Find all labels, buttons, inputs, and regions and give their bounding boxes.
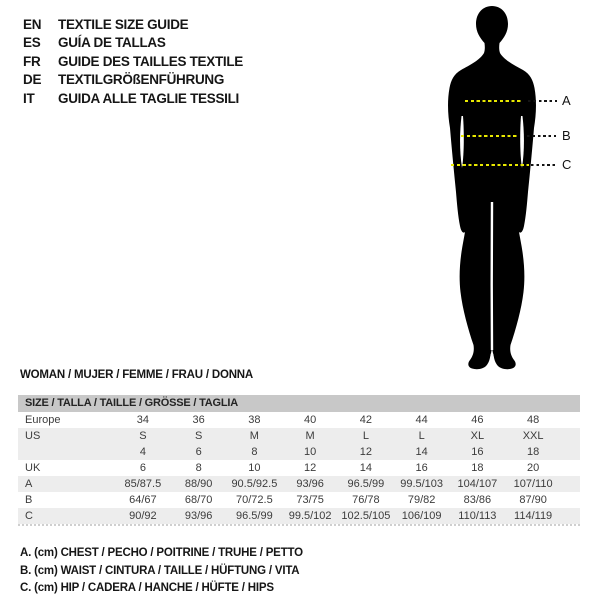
table-cell: 38: [248, 414, 261, 426]
row-label: C: [25, 510, 33, 522]
table-cell: 8: [195, 462, 202, 474]
size-table-header: SIZE / TALLA / TAILLE / GRÖSSE / TAGLIA: [18, 395, 580, 412]
language-row-it: [23, 89, 243, 108]
size-table: [18, 395, 580, 526]
table-cell: 10: [248, 462, 261, 474]
table-cell: 88/90: [184, 478, 213, 490]
table-row-us-numeric: [18, 444, 580, 460]
guide-title-de: TEXTILGRÖßENFÜHRUNG: [58, 72, 225, 88]
woman-silhouette: [440, 4, 544, 372]
guide-title-fr: GUIDE DES TAILLES TEXTILE: [58, 53, 244, 69]
table-cell: 4: [139, 446, 146, 458]
table-cell: 14: [415, 446, 428, 458]
table-cell: 14: [359, 462, 372, 474]
guide-title-en: TEXTILE SIZE GUIDE: [58, 16, 189, 32]
table-cell: S: [139, 430, 147, 442]
table-cell: 40: [304, 414, 317, 426]
language-code: FR: [23, 53, 41, 69]
table-cell: 99.5/103: [400, 478, 444, 490]
legend-hip: C. (cm) HIP / CADERA / HANCHE / HÜFTE / HIPS: [20, 582, 274, 594]
table-cell: 102.5/105: [341, 510, 391, 522]
marker-c-label: C: [562, 157, 572, 172]
table-cell: L: [418, 430, 425, 442]
language-code: DE: [23, 72, 42, 88]
table-row-europe: [18, 412, 580, 428]
table-cell: M: [305, 430, 315, 442]
table-cell: 110/113: [458, 510, 497, 522]
table-cell: 6: [139, 462, 146, 474]
guide-title-es: GUÍA DE TALLAS: [58, 35, 166, 51]
row-label: Europe: [25, 414, 61, 426]
table-cell-spacer: [561, 508, 580, 524]
table-cell: L: [362, 430, 369, 442]
row-label: [18, 444, 115, 460]
table-cell: 104/107: [457, 478, 498, 490]
table-cell: 85/87.5: [124, 478, 162, 490]
table-cell: 64/67: [129, 494, 157, 506]
legend-chest: A. (cm) CHEST / PECHO / POITRINE / TRUHE / PETTO: [20, 547, 303, 559]
table-cell: 90/92: [129, 510, 157, 522]
table-cell: 46: [471, 414, 484, 426]
language-code: ES: [23, 35, 41, 51]
table-cell: 36: [192, 414, 205, 426]
table-cell: S: [194, 430, 203, 442]
guide-title-it: GUIDA ALLE TAGLIE TESSILI: [58, 90, 239, 106]
table-cell: 107/110: [513, 478, 553, 490]
table-cell: 34: [136, 414, 149, 426]
table-cell: 87/90: [519, 494, 547, 506]
table-cell: 12: [304, 462, 317, 474]
row-label: US: [25, 430, 41, 442]
marker-a-label: A: [562, 93, 571, 108]
table-cell-spacer: [561, 444, 580, 460]
waist-measure-line: [461, 135, 519, 137]
table-cell: 44: [415, 414, 428, 426]
size-table-body: [18, 412, 580, 526]
table-cell: 114/119: [514, 510, 553, 522]
table-row-hip-c: [18, 508, 580, 524]
woman-silhouette-svg: [440, 4, 544, 372]
table-cell: 8: [251, 446, 258, 458]
table-cell: 12: [359, 446, 372, 458]
table-cell: 6: [195, 446, 202, 458]
legend-waist: B. (cm) WAIST / CINTURA / TAILLE / HÜFTUNG / VITA: [20, 564, 300, 577]
table-cell: 42: [359, 414, 372, 426]
language-title-list: [23, 15, 243, 108]
section-title-woman: WOMAN / MUJER / FEMME / FRAU / DONNA: [20, 369, 254, 381]
table-cell: 16: [471, 446, 484, 458]
chest-measure-line: [465, 100, 523, 102]
hip-measure-line: [451, 164, 529, 166]
table-cell: 90.5/92.5: [231, 478, 278, 490]
language-row-en: [23, 15, 243, 34]
table-cell: 106/109: [401, 510, 442, 522]
table-row-us: [18, 428, 580, 444]
table-cell-spacer: [561, 428, 580, 444]
language-row-fr: [23, 52, 243, 71]
table-row-waist-b: [18, 492, 580, 508]
language-code: IT: [23, 90, 35, 106]
table-cell-spacer: [561, 412, 580, 428]
chest-leader-line: [528, 100, 557, 102]
table-cell: 93/96: [184, 510, 213, 522]
row-label: UK: [25, 462, 41, 474]
table-cell: 93/96: [296, 478, 324, 490]
table-cell: 70/72.5: [236, 494, 273, 506]
table-cell: 48: [527, 414, 540, 426]
table-cell-spacer: [561, 476, 580, 492]
table-cell: 73/75: [296, 494, 324, 506]
table-cell: 96.5/99: [236, 510, 273, 522]
table-cell: 99.5/102: [288, 510, 332, 522]
marker-b-label: B: [562, 128, 571, 143]
table-row-chest-a: [18, 476, 580, 492]
table-cell-spacer: [561, 460, 580, 476]
table-cell: 76/78: [352, 494, 380, 506]
table-cell: 18: [527, 446, 540, 458]
table-cell-spacer: [561, 492, 580, 508]
row-label: A: [25, 478, 33, 490]
table-cell: 68/70: [184, 494, 213, 506]
table-cell: 20: [527, 462, 540, 474]
table-cell: M: [249, 430, 259, 442]
table-cell: 96.5/99: [347, 478, 385, 490]
hip-leader-line: [531, 164, 558, 166]
table-cell: 16: [415, 462, 428, 474]
table-cell: XL: [470, 430, 485, 442]
table-cell: 79/82: [407, 494, 436, 506]
language-row-de: [23, 71, 243, 90]
language-code: EN: [23, 16, 42, 32]
language-row-es: [23, 34, 243, 53]
table-cell: 10: [304, 446, 317, 458]
table-cell: 18: [471, 462, 484, 474]
row-label: B: [25, 494, 33, 506]
table-row-uk: [18, 460, 580, 476]
waist-leader-line: [527, 135, 556, 137]
table-cell: 83/86: [463, 494, 492, 506]
table-cell: XXL: [522, 430, 544, 442]
measurement-legend: [20, 545, 303, 598]
